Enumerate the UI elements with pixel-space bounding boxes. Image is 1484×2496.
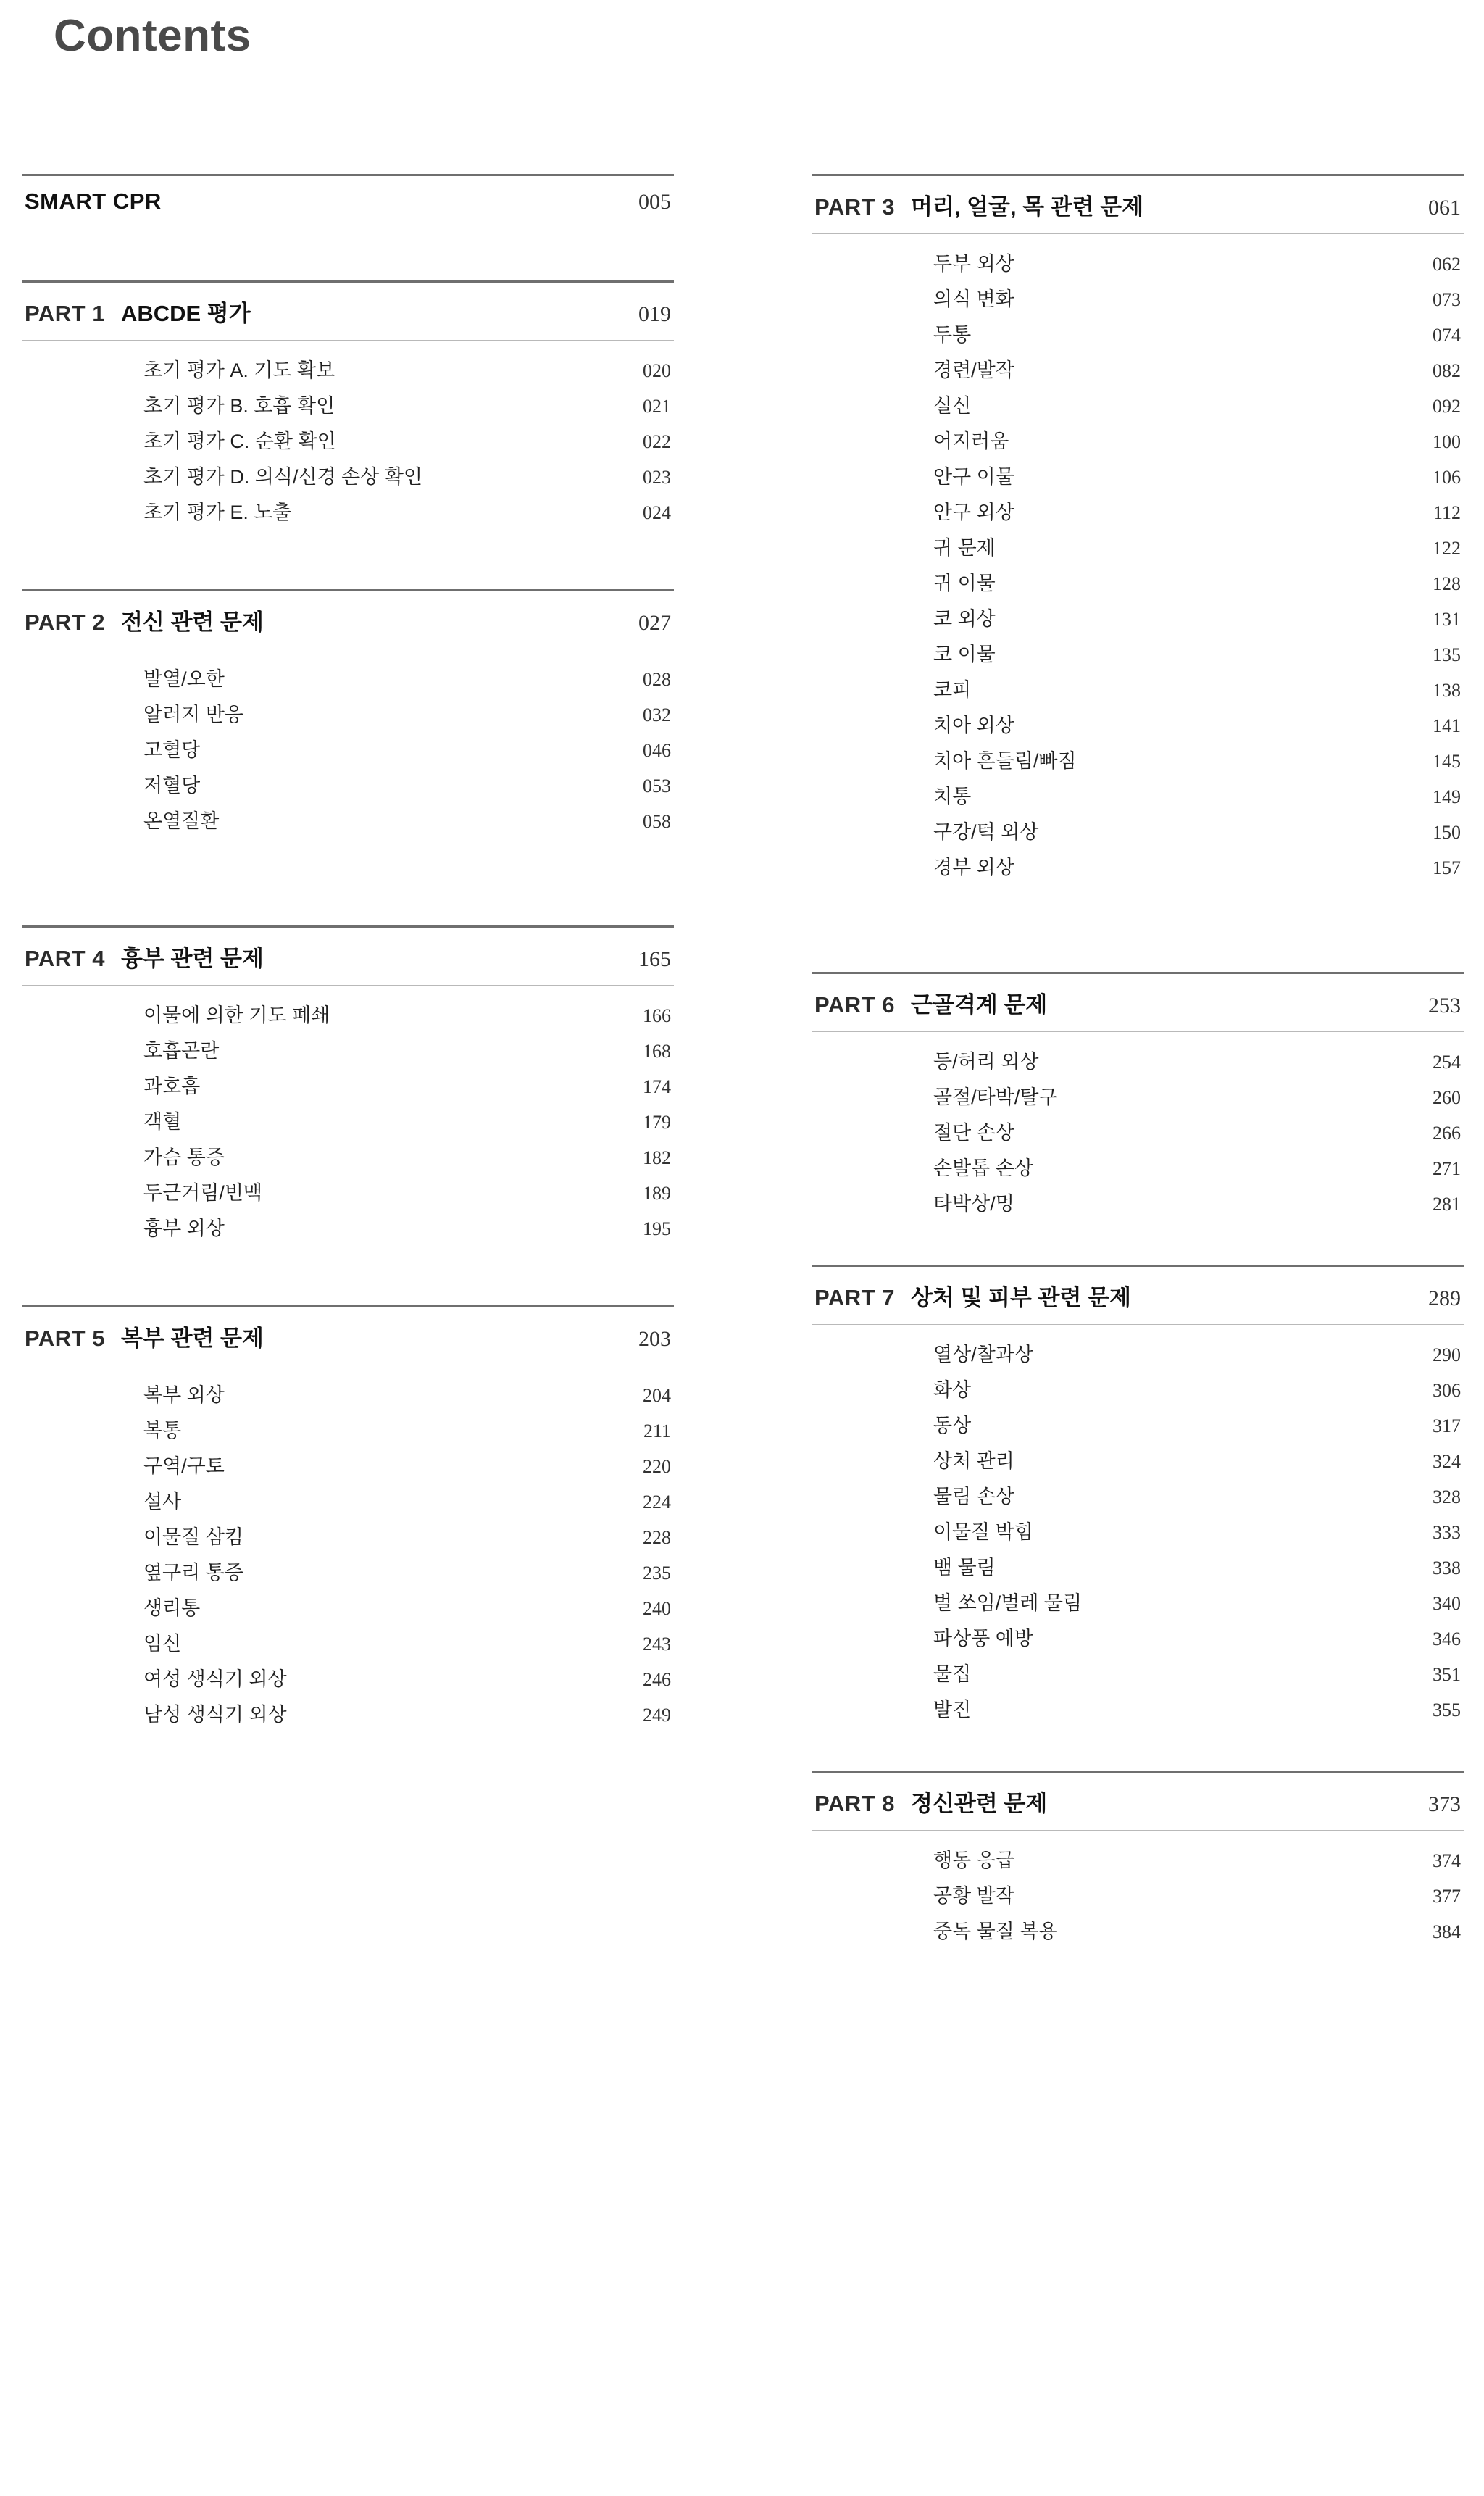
toc-section-part-3	[812, 174, 1464, 891]
entry-page-number: 058	[643, 811, 671, 832]
entry-label: 발진	[933, 1699, 972, 1721]
entry-page-number: 306	[1433, 1380, 1461, 1401]
toc-entry[interactable]	[812, 1406, 1464, 1442]
toc-entry[interactable]	[812, 1184, 1464, 1220]
entry-label: 공황 발작	[933, 1885, 1014, 1907]
entry-page-number: 021	[643, 396, 671, 417]
entry-page-number: 046	[643, 740, 671, 761]
toc-entry[interactable]	[812, 1078, 1464, 1113]
entry-page-number: 260	[1433, 1087, 1461, 1108]
entry-label: 안구 외상	[933, 502, 1014, 523]
part-page-number: 373	[1428, 1792, 1461, 1816]
toc-entry[interactable]	[812, 1655, 1464, 1690]
entry-label: 온열질환	[143, 810, 220, 832]
toc-entry[interactable]	[22, 351, 674, 386]
entry-label: 골절/타박/탈구	[933, 1086, 1058, 1108]
toc-entry[interactable]	[812, 280, 1464, 315]
part-page-number: 019	[638, 302, 671, 326]
part-tag: PART 6	[814, 992, 895, 1018]
entry-label: 복부 외상	[143, 1384, 225, 1406]
toc-section-part-5	[22, 1305, 674, 1738]
entry-list	[812, 1831, 1464, 1955]
entry-page-number: 346	[1433, 1628, 1461, 1650]
toc-section-part-8	[812, 1771, 1464, 1955]
entry-label: 초기 평가 D. 의식/신경 손상 확인	[143, 466, 422, 488]
toc-entry[interactable]	[22, 1411, 674, 1447]
toc-entry[interactable]	[812, 315, 1464, 351]
entry-page-number: 351	[1433, 1664, 1461, 1685]
entry-page-number: 100	[1433, 431, 1461, 452]
entry-label: 코피	[933, 679, 972, 701]
entry-page-number: 243	[643, 1634, 671, 1655]
toc-entry[interactable]	[812, 599, 1464, 635]
part-tag: PART 1	[25, 301, 105, 326]
toc-entry[interactable]	[812, 1841, 1464, 1876]
entry-page-number: 062	[1433, 254, 1461, 275]
entry-page-number: 189	[643, 1183, 671, 1204]
part-page-number: 005	[638, 190, 671, 214]
toc-entry[interactable]	[812, 706, 1464, 741]
toc-section-part-7	[812, 1265, 1464, 1733]
entry-page-number: 053	[643, 775, 671, 796]
section-header-part-1[interactable]	[22, 283, 674, 340]
entry-list	[22, 1365, 674, 1738]
entry-page-number: 024	[643, 502, 671, 523]
section-header-part-6[interactable]	[812, 974, 1464, 1031]
entry-label: 경련/발작	[933, 359, 1014, 381]
part-title: 근골격계 문제	[910, 992, 1048, 1018]
entry-page-number: 271	[1433, 1158, 1461, 1179]
entry-label: 파상풍 예방	[933, 1628, 1033, 1650]
entry-page-number: 220	[643, 1456, 671, 1477]
part-page-number: 061	[1428, 196, 1461, 220]
section-header-part-2[interactable]	[22, 591, 674, 649]
entry-label: 실신	[933, 395, 972, 417]
toc-entry[interactable]	[812, 1335, 1464, 1370]
entry-label: 생리통	[143, 1597, 201, 1619]
toc-section-smart-cpr	[22, 174, 674, 227]
toc-entry[interactable]	[812, 670, 1464, 706]
entry-label: 안구 이물	[933, 466, 1014, 488]
entry-page-number: 355	[1433, 1700, 1461, 1721]
toc-entry[interactable]	[22, 1589, 674, 1624]
part-title: 정신관련 문제	[910, 1791, 1048, 1816]
toc-entry[interactable]	[812, 741, 1464, 777]
spacer	[22, 1252, 674, 1305]
section-header-smart-cpr[interactable]	[22, 176, 674, 227]
entry-label: 과호흡	[143, 1076, 201, 1097]
entry-label: 이물질 삼킴	[143, 1526, 243, 1548]
toc-entry[interactable]	[812, 1113, 1464, 1149]
entry-page-number: 174	[643, 1076, 671, 1097]
entry-page-number: 240	[643, 1598, 671, 1619]
toc-entry[interactable]	[812, 386, 1464, 422]
entry-page-number: 249	[643, 1705, 671, 1726]
page-title: Contents	[54, 11, 251, 61]
toc-entry[interactable]	[22, 1067, 674, 1102]
spacer	[22, 227, 674, 280]
spacer	[812, 1227, 1464, 1265]
entry-list	[22, 341, 674, 536]
entry-page-number: 328	[1433, 1486, 1461, 1507]
entry-label: 이물에 의한 기도 폐쇄	[143, 1004, 330, 1026]
toc-entry[interactable]	[812, 1690, 1464, 1726]
entry-label: 손발톱 손상	[933, 1157, 1033, 1179]
entry-label: 객혈	[143, 1111, 182, 1133]
entry-page-number: 338	[1433, 1557, 1461, 1578]
toc-entry[interactable]	[812, 493, 1464, 528]
section-header-part-7[interactable]	[812, 1267, 1464, 1324]
section-header-part-8[interactable]	[812, 1773, 1464, 1830]
entry-page-number: 157	[1433, 857, 1461, 878]
toc-entry[interactable]	[812, 1584, 1464, 1619]
entry-label: 치아 외상	[933, 715, 1014, 736]
entry-page-number: 141	[1433, 715, 1461, 736]
part-tag: PART 5	[25, 1326, 105, 1351]
entry-label: 가슴 통증	[143, 1147, 225, 1168]
entry-label: 두부 외상	[933, 253, 1014, 275]
section-header-part-4[interactable]	[22, 928, 674, 985]
entry-label: 이물질 박힘	[933, 1521, 1033, 1543]
entry-label: 초기 평가 A. 기도 확보	[143, 359, 335, 381]
entry-list	[812, 1325, 1464, 1733]
entry-list	[22, 649, 674, 844]
contents-columns	[0, 174, 1484, 1955]
entry-list	[22, 986, 674, 1252]
entry-page-number: 112	[1433, 502, 1461, 523]
entry-label: 남성 생식기 외상	[143, 1704, 287, 1726]
entry-page-number: 204	[643, 1385, 671, 1406]
entry-page-number: 149	[1433, 786, 1461, 807]
toc-entry[interactable]	[22, 1624, 674, 1660]
toc-entry[interactable]	[812, 1370, 1464, 1406]
entry-label: 설사	[143, 1491, 182, 1513]
toc-entry[interactable]	[22, 1102, 674, 1138]
toc-entry[interactable]	[812, 812, 1464, 848]
entry-label: 물림 손상	[933, 1486, 1014, 1507]
entry-page-number: 182	[643, 1147, 671, 1168]
entry-page-number: 168	[643, 1041, 671, 1062]
entry-label: 코 외상	[933, 608, 996, 630]
entry-label: 의식 변화	[933, 288, 1014, 310]
entry-label: 절단 손상	[933, 1122, 1014, 1144]
toc-entry[interactable]	[812, 1912, 1464, 1947]
toc-entry[interactable]	[22, 1031, 674, 1067]
toc-entry[interactable]	[22, 1376, 674, 1411]
entry-page-number: 138	[1433, 680, 1461, 701]
section-header-part-5[interactable]	[22, 1307, 674, 1365]
entry-label: 두통	[933, 324, 972, 346]
entry-label: 초기 평가 C. 순환 확인	[143, 430, 336, 452]
part-page-number: 027	[638, 611, 671, 635]
toc-entry[interactable]	[22, 802, 674, 837]
toc-entry[interactable]	[812, 457, 1464, 493]
toc-entry[interactable]	[812, 848, 1464, 883]
toc-entry[interactable]	[812, 244, 1464, 280]
entry-list	[812, 234, 1464, 891]
entry-page-number: 128	[1433, 573, 1461, 594]
entry-label: 흉부 외상	[143, 1218, 225, 1239]
toc-entry[interactable]	[22, 422, 674, 457]
entry-page-number: 195	[643, 1218, 671, 1239]
entry-page-number: 211	[643, 1420, 671, 1442]
entry-label: 경부 외상	[933, 857, 1014, 878]
entry-page-number: 290	[1433, 1344, 1461, 1365]
entry-label: 여성 생식기 외상	[143, 1668, 287, 1690]
entry-label: 초기 평가 B. 호흡 확인	[143, 395, 335, 417]
toc-entry[interactable]	[22, 1482, 674, 1518]
entry-page-number: 377	[1433, 1886, 1461, 1907]
toc-entry[interactable]	[812, 1149, 1464, 1184]
spacer	[22, 536, 674, 589]
toc-entry[interactable]	[812, 422, 1464, 457]
toc-section-part-2	[22, 589, 674, 844]
entry-page-number: 317	[1433, 1415, 1461, 1436]
part-title: SMART CPR	[25, 188, 162, 214]
entry-label: 코 이물	[933, 644, 996, 665]
entry-label: 화상	[933, 1379, 972, 1401]
toc-entry[interactable]	[812, 635, 1464, 670]
toc-entry[interactable]	[22, 1553, 674, 1589]
part-tag: PART 4	[25, 946, 105, 971]
part-page-number: 253	[1428, 994, 1461, 1018]
toc-entry[interactable]	[22, 766, 674, 802]
left-column	[22, 174, 674, 1955]
part-tag: PART 2	[25, 610, 105, 635]
entry-page-number: 082	[1433, 360, 1461, 381]
entry-page-number: 179	[643, 1112, 671, 1133]
entry-page-number: 228	[643, 1527, 671, 1548]
toc-section-part-6	[812, 972, 1464, 1227]
entry-page-number: 333	[1433, 1522, 1461, 1543]
entry-label: 저혈당	[143, 775, 201, 796]
entry-list	[812, 1032, 1464, 1227]
toc-entry[interactable]	[22, 1138, 674, 1173]
entry-label: 벌 쏘임/벌레 물림	[933, 1592, 1083, 1614]
toc-entry[interactable]	[22, 493, 674, 528]
right-column	[812, 174, 1464, 1955]
entry-label: 초기 평가 E. 노출	[143, 502, 292, 523]
entry-label: 발열/오한	[143, 668, 225, 690]
toc-entry[interactable]	[22, 386, 674, 422]
entry-label: 알러지 반응	[143, 704, 243, 725]
entry-page-number: 166	[643, 1005, 671, 1026]
entry-label: 상처 관리	[933, 1450, 1014, 1472]
entry-page-number: 020	[643, 360, 671, 381]
entry-page-number: 235	[643, 1563, 671, 1584]
section-header-part-3[interactable]	[812, 176, 1464, 233]
entry-page-number: 023	[643, 467, 671, 488]
toc-entry[interactable]	[812, 1619, 1464, 1655]
toc-entry[interactable]	[812, 528, 1464, 564]
toc-entry[interactable]	[812, 1442, 1464, 1477]
toc-entry[interactable]	[22, 1518, 674, 1553]
part-title: ABCDE 평가	[120, 301, 251, 326]
entry-label: 중독 물질 복용	[933, 1921, 1058, 1942]
entry-label: 치아 흔들림/빠짐	[933, 750, 1077, 772]
toc-section-part-4	[22, 925, 674, 1252]
part-title: 상처 및 피부 관련 문제	[910, 1285, 1131, 1310]
entry-page-number: 340	[1433, 1593, 1461, 1614]
toc-entry[interactable]	[22, 996, 674, 1031]
toc-entry[interactable]	[812, 1513, 1464, 1548]
part-title: 전신 관련 문제	[120, 610, 264, 635]
toc-entry[interactable]	[22, 731, 674, 766]
entry-label: 어지러움	[933, 430, 1009, 452]
part-tag: PART 3	[814, 194, 895, 220]
entry-label: 귀 문제	[933, 537, 996, 559]
entry-page-number: 246	[643, 1669, 671, 1690]
entry-page-number: 073	[1433, 289, 1461, 310]
toc-entry[interactable]	[812, 1477, 1464, 1513]
entry-label: 열상/찰과상	[933, 1344, 1033, 1365]
entry-label: 귀 이물	[933, 573, 996, 594]
entry-label: 등/허리 외상	[933, 1051, 1039, 1073]
toc-entry[interactable]	[22, 695, 674, 731]
entry-page-number: 145	[1433, 751, 1461, 772]
entry-page-number: 022	[643, 431, 671, 452]
entry-page-number: 074	[1433, 325, 1461, 346]
toc-entry[interactable]	[22, 1447, 674, 1482]
part-tag: PART 7	[814, 1285, 895, 1310]
entry-page-number: 254	[1433, 1052, 1461, 1073]
toc-entry[interactable]	[812, 1876, 1464, 1912]
part-page-number: 203	[638, 1327, 671, 1351]
part-title: 머리, 얼굴, 목 관련 문제	[910, 194, 1144, 220]
entry-label: 두근거림/빈맥	[143, 1182, 262, 1204]
entry-label: 임신	[143, 1633, 182, 1655]
entry-page-number: 224	[643, 1492, 671, 1513]
entry-label: 물집	[933, 1663, 972, 1685]
entry-page-number: 135	[1433, 644, 1461, 665]
entry-page-number: 266	[1433, 1123, 1461, 1144]
toc-entry[interactable]	[22, 1209, 674, 1244]
entry-label: 뱀 물림	[933, 1557, 996, 1578]
entry-label: 치통	[933, 786, 972, 807]
toc-entry[interactable]	[812, 777, 1464, 812]
entry-page-number: 106	[1433, 467, 1461, 488]
entry-page-number: 324	[1433, 1451, 1461, 1472]
entry-label: 타박상/멍	[933, 1193, 1014, 1215]
entry-page-number: 384	[1433, 1921, 1461, 1942]
toc-entry[interactable]	[812, 1548, 1464, 1584]
entry-page-number: 131	[1433, 609, 1461, 630]
entry-label: 동상	[933, 1415, 972, 1436]
entry-label: 복통	[143, 1420, 182, 1442]
spacer	[812, 891, 1464, 972]
toc-entry[interactable]	[22, 1173, 674, 1209]
toc-entry[interactable]	[812, 351, 1464, 386]
part-title: 복부 관련 문제	[120, 1326, 264, 1351]
entry-label: 고혈당	[143, 739, 201, 761]
part-page-number: 165	[638, 947, 671, 971]
spacer	[22, 844, 674, 925]
entry-page-number: 032	[643, 704, 671, 725]
toc-entry[interactable]	[22, 1695, 674, 1731]
entry-label: 구역/구토	[143, 1455, 225, 1477]
entry-label: 구강/턱 외상	[933, 821, 1039, 843]
entry-page-number: 122	[1433, 538, 1461, 559]
toc-section-part-1	[22, 280, 674, 536]
part-page-number: 289	[1428, 1286, 1461, 1310]
entry-page-number: 028	[643, 669, 671, 690]
part-title: 흉부 관련 문제	[120, 946, 264, 971]
toc-entry[interactable]	[812, 1042, 1464, 1078]
entry-label: 호흡곤란	[143, 1040, 220, 1062]
toc-entry[interactable]	[22, 1660, 674, 1695]
entry-page-number: 281	[1433, 1194, 1461, 1215]
entry-label: 행동 응급	[933, 1850, 1014, 1871]
entry-page-number: 092	[1433, 396, 1461, 417]
toc-entry[interactable]	[812, 564, 1464, 599]
spacer	[812, 1733, 1464, 1771]
entry-page-number: 374	[1433, 1850, 1461, 1871]
entry-page-number: 150	[1433, 822, 1461, 843]
toc-entry[interactable]	[22, 660, 674, 695]
toc-entry[interactable]	[22, 457, 674, 493]
entry-label: 옆구리 통증	[143, 1562, 243, 1584]
part-tag: PART 8	[814, 1791, 895, 1816]
